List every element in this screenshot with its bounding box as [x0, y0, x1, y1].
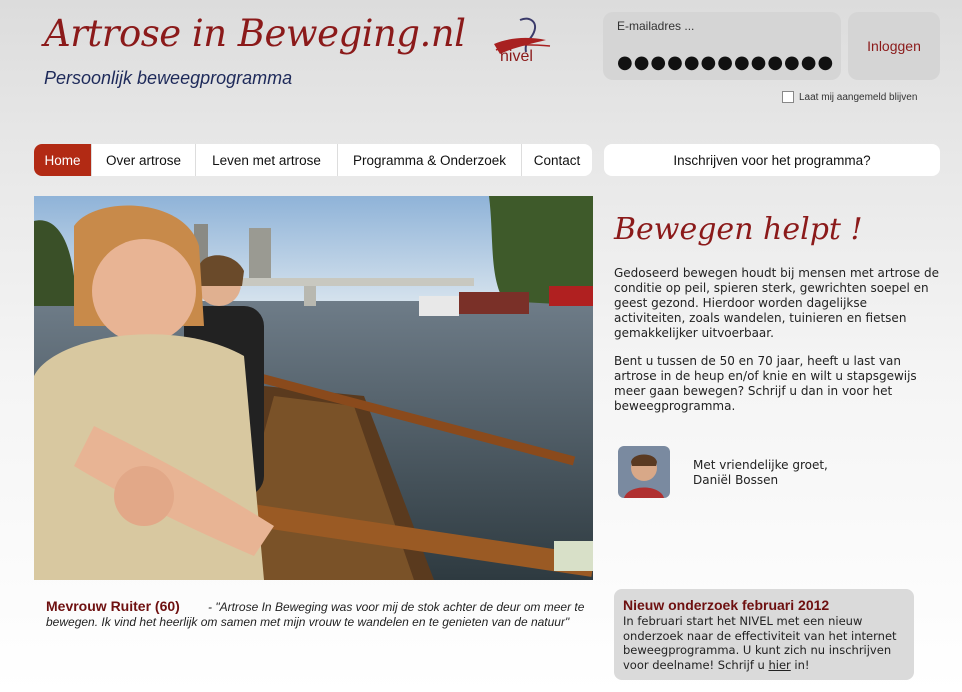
- site-logo-subtitle: Persoonlijk beweegprogramma: [44, 68, 293, 88]
- news-title: Nieuw onderzoek februari 2012: [623, 597, 830, 613]
- nav-item-over-artrose[interactable]: Over artrose: [92, 144, 196, 176]
- main-nav: [34, 144, 592, 176]
- greeting-line-1: Met vriendelijke groet,: [693, 458, 828, 472]
- news-text-before: In februari start het NIVEL met een nieuw onderzoek naar de effectiviteit van het internet beweegprogramma. U kunt zich nu inschrijven voor deelname! Schrijf u: [623, 614, 897, 672]
- intro-paragraph: Gedoseerd bewegen houdt bij mensen met artrose de conditie op peil, spieren sterk, gewrichten soepel en geest gezond. Hierdoor worden dagelijkse activiteiten, zoals wandelen, tuinieren en fietsen gemakkelijker uitvoerbaar.: [614, 266, 939, 340]
- signup-button[interactable]: Inschrijven voor het programma?: [604, 144, 940, 176]
- testimonial-name: Mevrouw Ruiter (60): [46, 598, 180, 614]
- avatar: [618, 446, 670, 498]
- nivel-logo-text: nivel: [500, 48, 533, 65]
- remember-label: Laat mij aangemeld blijven: [799, 91, 918, 103]
- greeting: [693, 458, 828, 488]
- remember-checkbox[interactable]: [782, 91, 794, 103]
- greeting-signature: Daniël Bossen: [693, 473, 779, 487]
- site-logo-title[interactable]: Artrose in Beweging.nl: [44, 12, 466, 55]
- nav-item-leven-met-artrose[interactable]: Leven met artrose: [196, 144, 338, 176]
- nav-item-contact[interactable]: Contact: [533, 152, 581, 168]
- nav-item-home[interactable]: Home: [34, 144, 92, 176]
- eligibility-paragraph: Bent u tussen de 50 en 70 jaar, heeft u last van artrose in de heup en/of knie en wilt u stapsgewijs meer gaan bewegen? Schrijf u dan in voor het beweegprogramma.: [614, 354, 917, 413]
- news-text-after: in!: [790, 657, 810, 672]
- email-field[interactable]: E-mailadres ...: [617, 19, 695, 33]
- testimonial-text: - "Artrose In Beweging was voor mij de stok achter de deur om meer te bewegen. Ik vind het heerlijk om samen met mijn vrouw te wandelen en te genieten van de natuur": [46, 600, 585, 629]
- password-field[interactable]: ●●●●●●●●●●●●●: [617, 52, 835, 73]
- news-text: [623, 614, 905, 672]
- news-signup-link[interactable]: hier: [768, 657, 791, 672]
- remember-me[interactable]: [782, 91, 917, 103]
- main-heading: Bewegen helpt !: [614, 212, 863, 247]
- nav-item-programma-onderzoek[interactable]: Programma & Onderzoek: [338, 144, 522, 176]
- news-box: [614, 589, 914, 680]
- hero-rowing-photo: [34, 196, 593, 580]
- login-button[interactable]: Inloggen: [848, 12, 940, 80]
